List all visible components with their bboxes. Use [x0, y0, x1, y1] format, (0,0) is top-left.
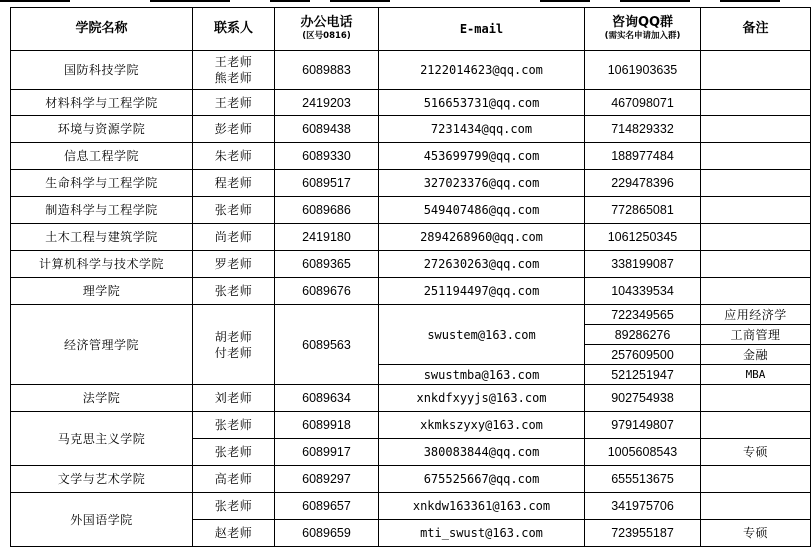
email-cell: 453699799@qq.com [379, 143, 585, 170]
note-cell [701, 493, 811, 520]
table-row [11, 278, 811, 305]
header-row [11, 8, 811, 51]
note-cell: 专硕 [701, 520, 811, 547]
contact-name: 赵老师 [193, 520, 275, 547]
contact-name: 高老师 [193, 466, 275, 493]
phone-cell: 6089330 [275, 143, 379, 170]
note-cell [701, 170, 811, 197]
qq-cell: 188977484 [585, 143, 701, 170]
qq-cell: 1061250345 [585, 224, 701, 251]
note-cell [701, 251, 811, 278]
phone-cell: 6089657 [275, 493, 379, 520]
note-cell [701, 51, 811, 90]
email-cell: 2894268960@qq.com [379, 224, 585, 251]
email-cell: 2122014623@qq.com [379, 51, 585, 90]
contact-name: 罗老师 [193, 251, 275, 278]
college-name: 土木工程与建筑学院 [11, 224, 193, 251]
qq-cell: 902754938 [585, 385, 701, 412]
note-cell: 应用经济学 [701, 305, 811, 325]
phone-cell: 2419203 [275, 90, 379, 116]
contact-name: 王老师 [214, 55, 253, 69]
note-cell: 工商管理 [701, 325, 811, 345]
college-name: 文学与艺术学院 [11, 466, 193, 493]
qq-cell: 104339534 [585, 278, 701, 305]
email-cell: mti_swust@163.com [379, 520, 585, 547]
qq-cell: 338199087 [585, 251, 701, 278]
table-row [11, 412, 811, 439]
college-contact-table [10, 7, 811, 547]
qq-cell: 229478396 [585, 170, 701, 197]
college-name: 经济管理学院 [11, 305, 193, 385]
contact-cell [193, 51, 275, 90]
table-row [11, 385, 811, 412]
contact-name: 朱老师 [193, 143, 275, 170]
contact-name: 程老师 [193, 170, 275, 197]
table-row [11, 116, 811, 143]
table-row [11, 51, 811, 90]
phone-cell: 6089297 [275, 466, 379, 493]
contact-name: 张老师 [193, 493, 275, 520]
contact-name: 张老师 [193, 197, 275, 224]
email-cell: 7231434@qq.com [379, 116, 585, 143]
header-phone-sub: (区号0816) [302, 31, 351, 41]
qq-cell: 979149807 [585, 412, 701, 439]
qq-cell: 467098071 [585, 90, 701, 116]
email-cell: 549407486@qq.com [379, 197, 585, 224]
qq-cell: 1061903635 [585, 51, 701, 90]
header-note: 备注 [701, 8, 811, 51]
college-name: 外国语学院 [11, 493, 193, 547]
phone-cell: 6089917 [275, 439, 379, 466]
table-row [11, 143, 811, 170]
header-college: 学院名称 [11, 8, 193, 51]
college-name: 信息工程学院 [11, 143, 193, 170]
phone-cell: 6089563 [275, 305, 379, 385]
qq-cell: 722349565 [585, 305, 701, 325]
table-row [11, 170, 811, 197]
email-cell: swustmba@163.com [379, 365, 585, 385]
college-name: 材料科学与工程学院 [11, 90, 193, 116]
note-cell [701, 116, 811, 143]
contact-name: 张老师 [193, 412, 275, 439]
college-name: 制造科学与工程学院 [11, 197, 193, 224]
table-row [11, 466, 811, 493]
table-row [11, 305, 811, 325]
email-cell: swustem@163.com [379, 305, 585, 365]
header-phone: 办公电话 (区号0816) [275, 8, 379, 51]
phone-cell: 6089686 [275, 197, 379, 224]
note-cell [701, 412, 811, 439]
phone-cell: 6089438 [275, 116, 379, 143]
email-cell: 516653731@qq.com [379, 90, 585, 116]
email-cell: xnkdw163361@163.com [379, 493, 585, 520]
college-name: 计算机科学与技术学院 [11, 251, 193, 278]
header-qq: 咨询QQ群 (需实名申请加入群) [585, 8, 701, 51]
table-row [11, 224, 811, 251]
phone-cell: 6089883 [275, 51, 379, 90]
phone-cell: 6089676 [275, 278, 379, 305]
college-name: 理学院 [11, 278, 193, 305]
email-cell: 675525667@qq.com [379, 466, 585, 493]
phone-cell: 6089634 [275, 385, 379, 412]
phone-cell: 6089659 [275, 520, 379, 547]
note-cell [701, 466, 811, 493]
qq-cell: 341975706 [585, 493, 701, 520]
note-cell: MBA [701, 365, 811, 385]
table-row [11, 197, 811, 224]
contact-name: 彭老师 [193, 116, 275, 143]
qq-cell: 89286276 [585, 325, 701, 345]
email-cell: xnkdfxyyjs@163.com [379, 385, 585, 412]
contact-name: 熊老师 [214, 71, 253, 85]
note-cell [701, 197, 811, 224]
qq-cell: 772865081 [585, 197, 701, 224]
phone-cell: 6089517 [275, 170, 379, 197]
phone-cell: 2419180 [275, 224, 379, 251]
table-row [11, 251, 811, 278]
note-cell: 金融 [701, 345, 811, 365]
qq-cell: 655513675 [585, 466, 701, 493]
college-name: 生命科学与工程学院 [11, 170, 193, 197]
contact-name: 胡老师 [214, 329, 253, 344]
email-cell: xkmkszyxy@163.com [379, 412, 585, 439]
contact-name: 付老师 [214, 345, 253, 360]
contact-name: 王老师 [193, 90, 275, 116]
header-contact: 联系人 [193, 8, 275, 51]
note-cell [701, 143, 811, 170]
qq-cell: 257609500 [585, 345, 701, 365]
college-name: 国防科技学院 [11, 51, 193, 90]
qq-cell: 521251947 [585, 365, 701, 385]
table-row [11, 90, 811, 116]
header-qq-sub: (需实名申请加入群) [604, 31, 681, 41]
top-cropped-line [0, 0, 812, 3]
note-cell [701, 224, 811, 251]
college-name: 法学院 [11, 385, 193, 412]
note-cell [701, 90, 811, 116]
note-cell [701, 385, 811, 412]
college-name: 马克思主义学院 [11, 412, 193, 466]
email-cell: 272630263@qq.com [379, 251, 585, 278]
email-cell: 380083844@qq.com [379, 439, 585, 466]
phone-cell: 6089918 [275, 412, 379, 439]
qq-cell: 714829332 [585, 116, 701, 143]
qq-cell: 1005608543 [585, 439, 701, 466]
table-row [11, 493, 811, 520]
contact-name: 张老师 [193, 439, 275, 466]
college-name: 环境与资源学院 [11, 116, 193, 143]
note-cell: 专硕 [701, 439, 811, 466]
qq-cell: 723955187 [585, 520, 701, 547]
contact-name: 张老师 [193, 278, 275, 305]
header-email: E-mail [379, 8, 585, 51]
note-cell [701, 278, 811, 305]
contact-name: 尚老师 [193, 224, 275, 251]
contact-cell [193, 305, 275, 385]
phone-cell: 6089365 [275, 251, 379, 278]
email-cell: 327023376@qq.com [379, 170, 585, 197]
contact-name: 刘老师 [193, 385, 275, 412]
email-cell: 251194497@qq.com [379, 278, 585, 305]
